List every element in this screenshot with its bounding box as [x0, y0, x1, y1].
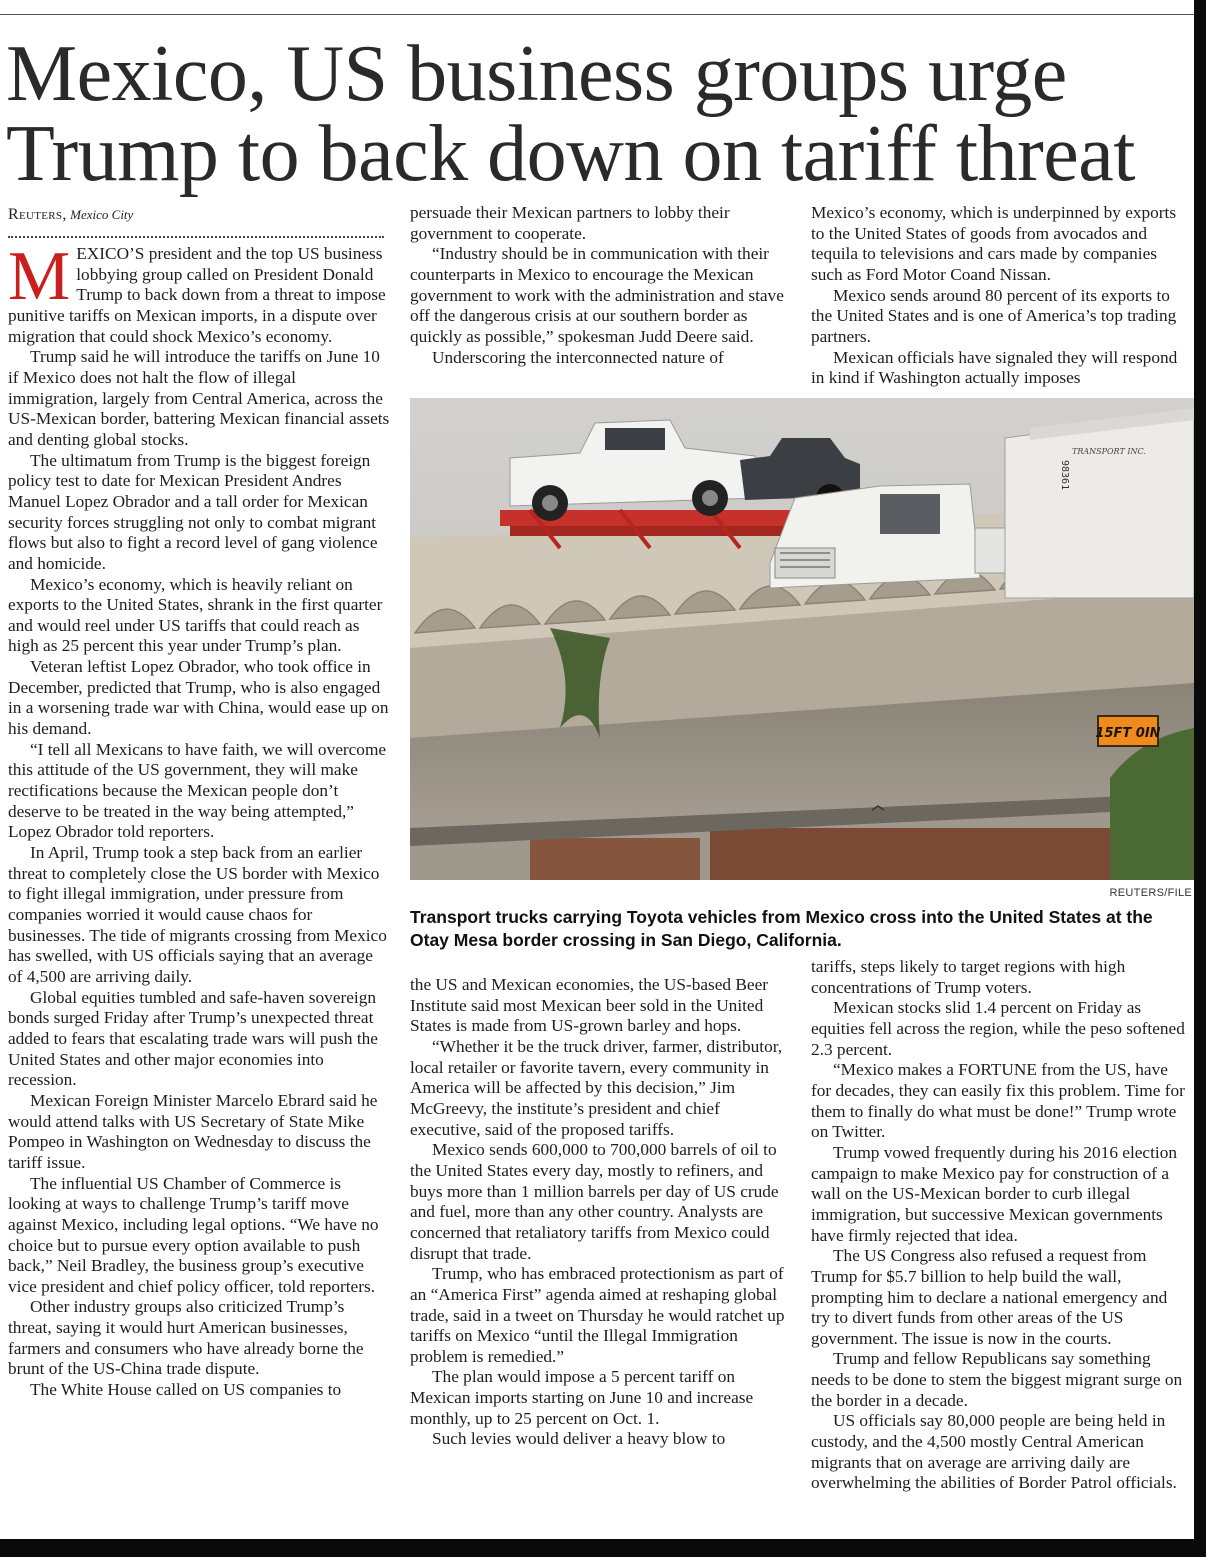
paragraph: Trump and fellow Republicans say something needs to be done to stem the biggest migrant surge on the border in a decade. — [811, 1349, 1183, 1410]
byline-agency: Reuters, — [8, 206, 67, 223]
truck-door-text: TRANSPORT INC. — [1072, 447, 1146, 456]
byline — [8, 206, 133, 224]
paragraph: The ultimatum from Trump is the biggest foreign policy test to date for Mexican President Andres Manuel Lopez Obrador and a tall order for Mexican security forces struggling not only to combat migrant flows but also to fight a record level of gang violence and homicide. — [8, 450, 378, 573]
trailer-number: 98361 — [1059, 460, 1070, 491]
clearance-sign-text: 15FT 0IN — [1095, 726, 1161, 741]
paragraph: Trump said he will introduce the tariffs on June 10 if Mexico does not halt the flow of illegal immigration, largely from Central America, across the US-Mexican border, battering Mexican financial assets and denting global stocks. — [8, 347, 390, 449]
paragraph: Veteran leftist Lopez Obrador, who took office in December, predicted that Trump, who is also engaged in a worsening trade war with China, would ease up on his demand. — [8, 657, 389, 739]
paragraph: Mexico sends 600,000 to 700,000 barrels of oil to the United States every day, mostly to refiners, and buys more than 1 million barrels per day of US crude and fuel, more than any other country. Analysts are concerned that retaliatory tariffs from Mexico could disrupt that trade. — [410, 1140, 779, 1263]
photo-caption: Transport trucks carrying Toyota vehicles from Mexico cross into the United States at the Otay Mesa border crossing in San Diego, California. — [410, 907, 1153, 950]
paragraph: Trump, who has embraced protectionism as part of an “America First” agenda aimed at reshaping global trade, said in a tweet on Thursday he would ratchet up tariffs on Mexico “until the Illegal Immigration problem is remedied.” — [410, 1264, 785, 1366]
paragraph: Mexico’s economy, which is heavily reliant on exports to the United States, shrank in the first quarter and would reel under US tariffs that could reach as high as 25 percent this year under Trump’s plan. — [8, 574, 383, 656]
paragraph: Mexico sends around 80 percent of its exports to the United States and is one of America’s top trading partners. — [811, 285, 1177, 346]
paragraph: “I tell all Mexicans to have faith, we will overcome this attitude of the US government, they will make rectifications because the Mexican people don’t deserve to be treated in the way being attempted,” Lopez Obrador told reporters. — [8, 739, 387, 842]
news-photo — [410, 398, 1194, 880]
paragraph: “Industry should be in communication with their counterparts in Mexico to encourage the Mexican government to work with the administration and stave off the dangerous crisis at our southern border as quickly as possible,” spokesman Judd Deere said. — [410, 244, 784, 346]
photo-illustration — [410, 398, 1194, 880]
article-column-3-bottom — [811, 957, 1189, 1494]
paragraph: “Whether it be the truck driver, farmer, distributor, local retailer or favorite tavern, every community in America will be affected by this decision,” Jim McGreevy, the institute’s president and chief executive, said of the proposed tariffs. — [410, 1036, 783, 1139]
headline: Mexico, US business groups urge Trump to back down on tariff threat — [6, 30, 1135, 198]
paragraph: tariffs, steps likely to target regions with high concentrations of Trump voters. — [811, 957, 1126, 997]
article-column-1 — [8, 238, 390, 1401]
paragraph: The US Congress also refused a request from Trump for $5.7 billion to help build the wall, prompting him to declare a national emergency and try to divert funds from other areas of the US government. The issue is now in the courts. — [811, 1246, 1168, 1348]
paragraph: The White House called on US companies to — [30, 1380, 342, 1400]
drop-cap: M — [8, 238, 71, 315]
paragraph: US officials say 80,000 people are being held in custody, and the 4,500 mostly Central American migrants that on average are arriving daily are overwhelming the abilities of Border Patrol officials. — [811, 1411, 1177, 1493]
page-edge-right — [1194, 0, 1206, 1557]
paragraph: Mexican stocks slid 1.4 percent on Friday as equities fell across the region, while the peso softened 2.3 percent. — [811, 998, 1185, 1059]
paragraph: Such levies would deliver a heavy blow to — [432, 1429, 726, 1449]
paragraph: Global equities tumbled and safe-haven sovereign bonds surged Friday after Trump’s unexpected threat added to fears that escalating trade wars will push the United States and other major economies into recession. — [8, 987, 378, 1090]
paragraph: Trump vowed frequently during his 2016 election campaign to make Mexico pay for construction of a wall on the US-Mexican border to curb illegal immigration, but successive Mexican governments have firmly rejected that idea. — [811, 1142, 1177, 1245]
paragraph: Other industry groups also criticized Trump’s threat, saying it would hurt American businesses, farmers and consumers who have already borne the brunt of the US-China trade dispute. — [8, 1297, 364, 1379]
article-column-2-top — [410, 203, 786, 368]
paragraph: the US and Mexican economies, the US-based Beer Institute said most Mexican beer sold in the United States is made from US-grown barley and hops. — [410, 975, 769, 1036]
paragraph: The influential US Chamber of Commerce is looking at ways to challenge Trump’s tariff move against Mexico, including legal options. “We have no choice but to pursue every option available to push back,” Neil Bradley, the business group’s executive vice president and chief policy officer, told reporters. — [8, 1173, 379, 1296]
paragraph: Mexican Foreign Minister Marcelo Ebrard said he would attend talks with US Secretary of State Mike Pompeo in Washington on Wednesday to discuss the tariff issue. — [8, 1090, 378, 1172]
photo-credit: REUTERS/FILE — [1109, 887, 1192, 899]
page-edge-bottom — [0, 1539, 1206, 1557]
top-rule — [0, 14, 1194, 15]
lead-text: EXICO’S president and the top US business lobbying group called on President Donald Trump to back down from a threat to impose punitive tariffs on Mexican imports, in a dispute over migration that could shock Mexico’s economy. — [8, 244, 386, 346]
paragraph: “Mexico makes a FORTUNE from the US, have for decades, they can easily fix this problem. Time for them to finally do what must be done!” Trump wrote on Twitter. — [811, 1060, 1185, 1142]
paragraph: Mexican officials have signaled they will respond in kind if Washington actually imposes — [811, 347, 1178, 388]
paragraph: Mexico’s economy, which is underpinned by exports to the United States of goods from avocados and tequila to televisions and cars made by companies such as Ford Motor Coand Nissan. — [811, 203, 1177, 284]
article-column-3-top — [811, 203, 1189, 389]
article-column-2-bottom — [410, 975, 786, 1450]
paragraph: persuade their Mexican partners to lobby their government to cooperate. — [410, 203, 730, 243]
lead-paragraph — [8, 238, 390, 347]
paragraph: The plan would impose a 5 percent tariff on Mexican imports starting on June 10 and increase monthly, up to 25 percent on Oct. 1. — [410, 1367, 754, 1428]
paragraph: Underscoring the interconnected nature of — [432, 347, 724, 367]
byline-location: Mexico City — [70, 207, 134, 222]
paragraph: In April, Trump took a step back from an earlier threat to completely close the US border with Mexico to fight illegal immigration, under pressure from companies worried it would cause chaos for businesses. The tide of migrants crossing from Mexico has swelled, with US officials saying that an average of 4,500 are arriving daily. — [8, 843, 387, 986]
